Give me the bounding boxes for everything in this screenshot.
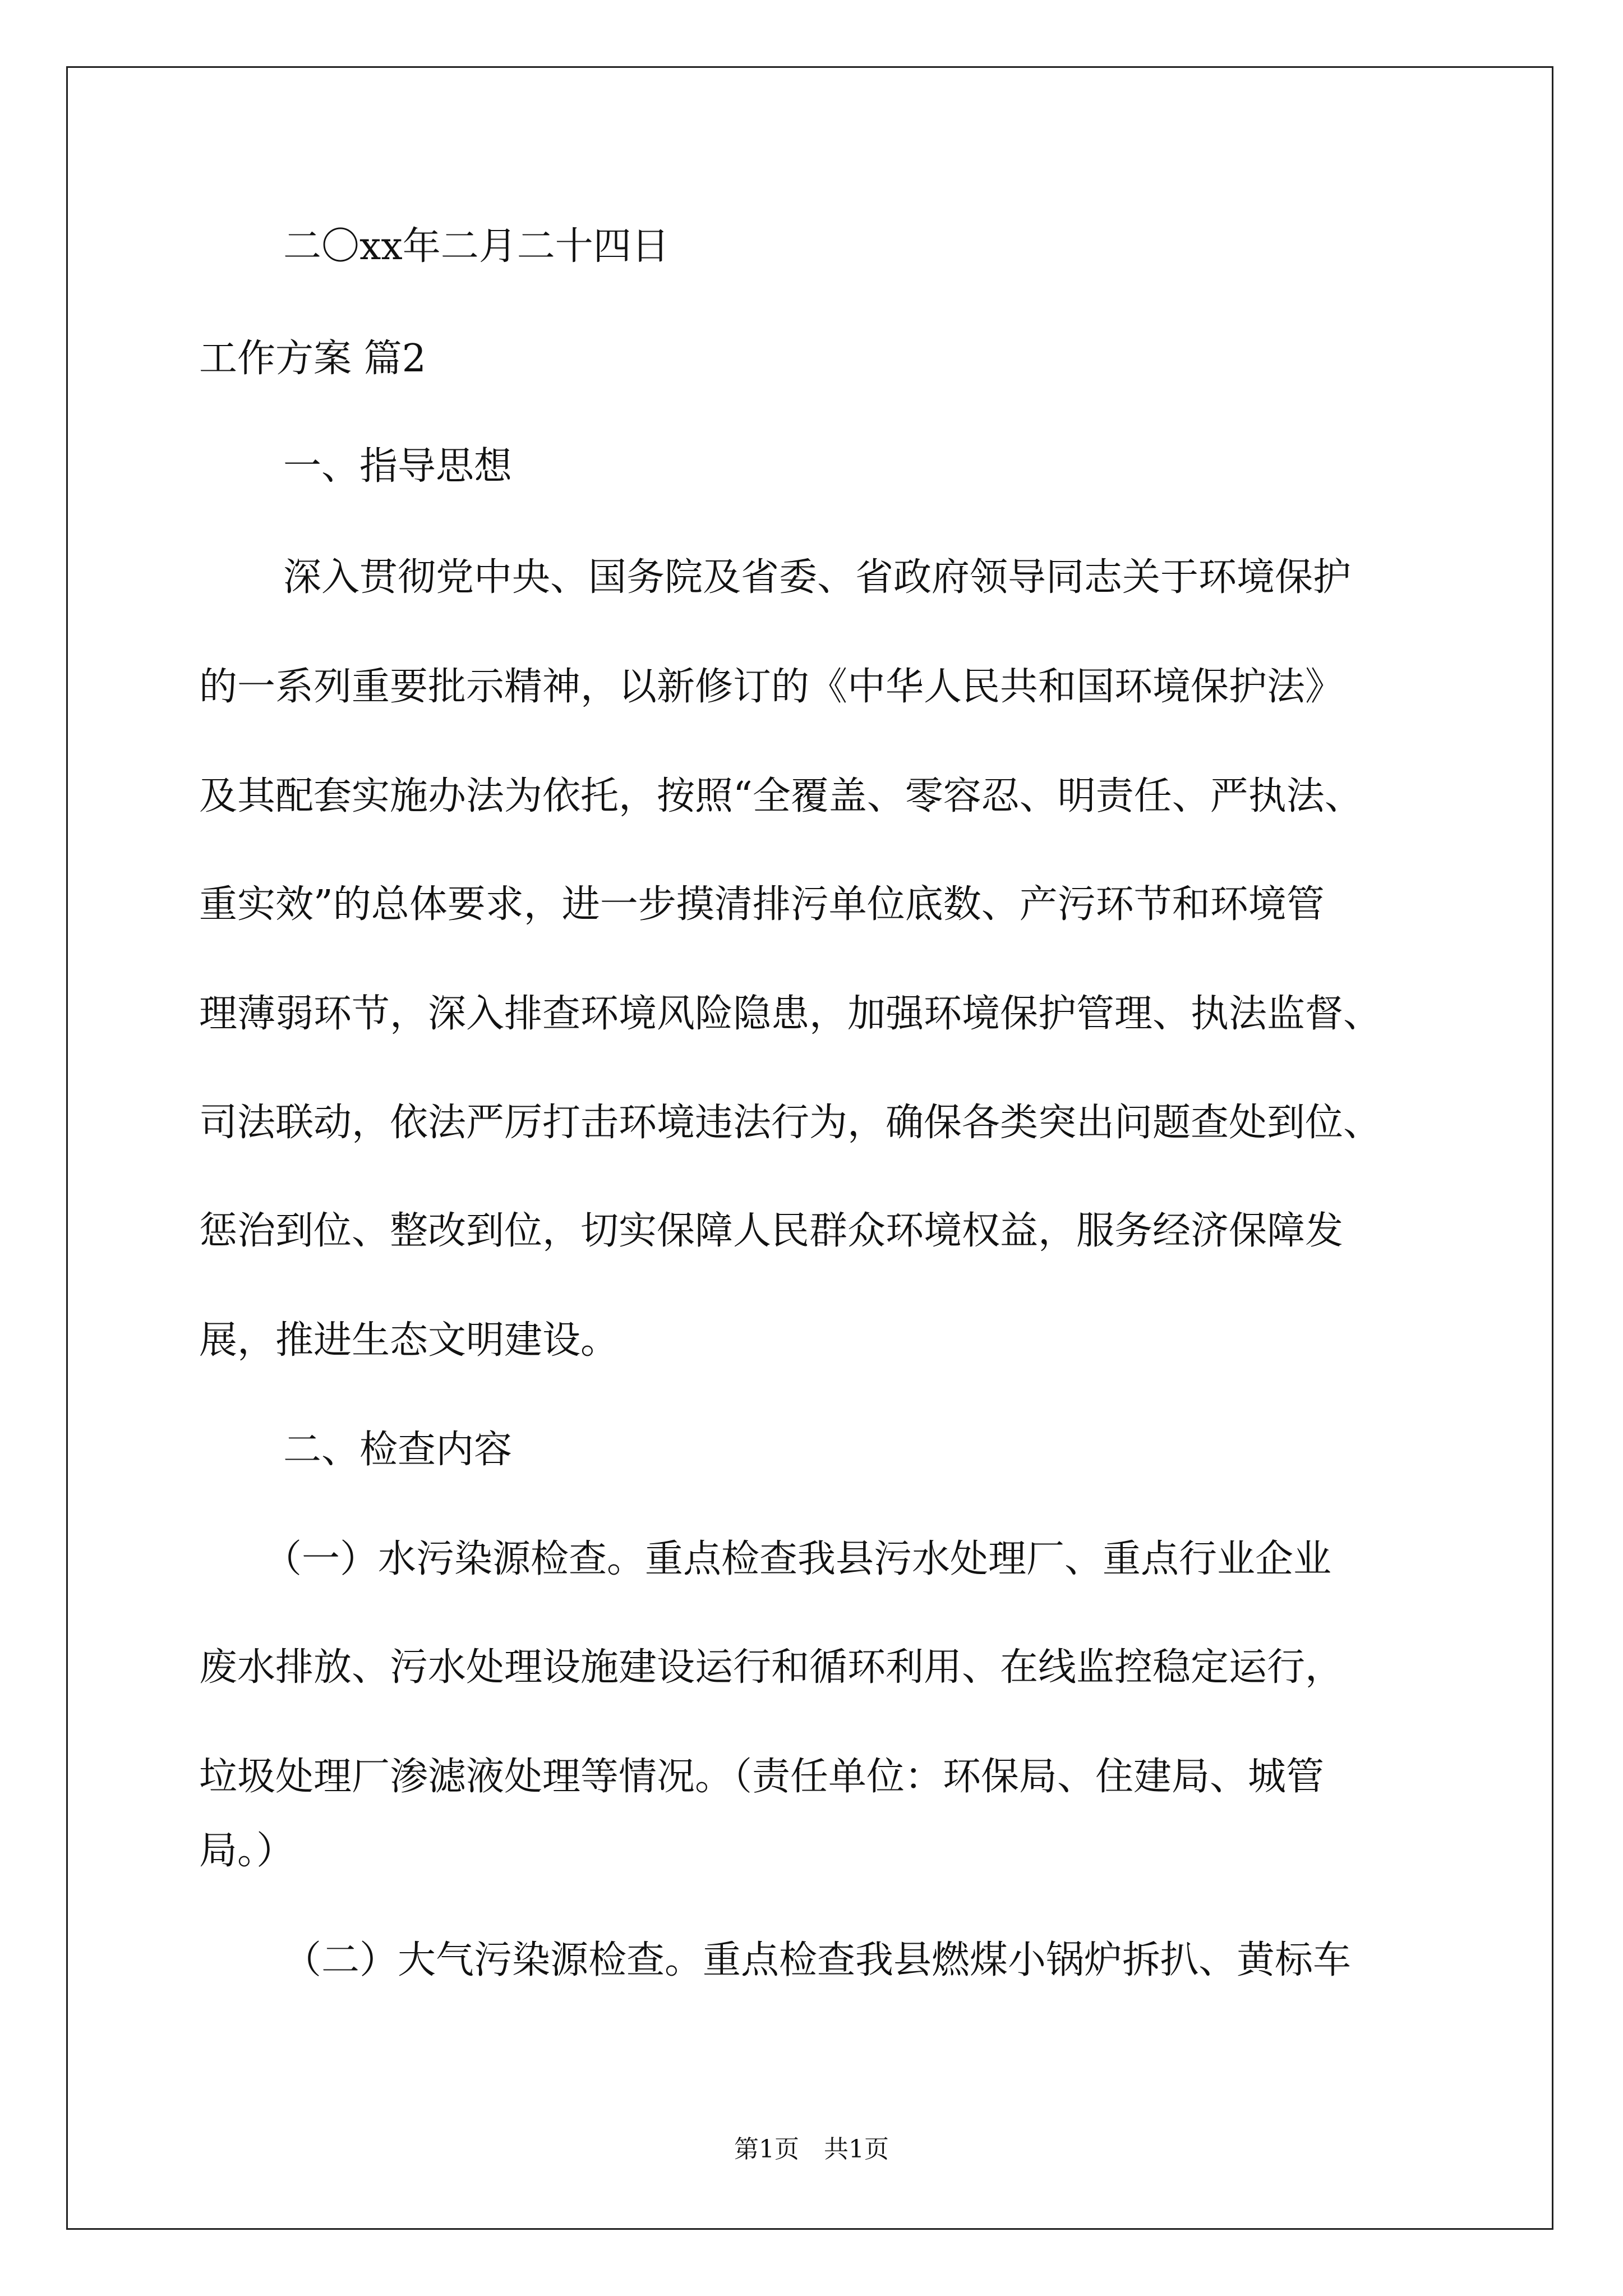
paragraph-line: 重实效”的总体要求，进一步摸清排污单位底数、产污环节和环境管 xyxy=(199,882,1325,927)
page-footer: 第1页 共1页 xyxy=(734,2135,889,2164)
paragraph-line: 垃圾处理厂渗滤液处理等情况。（责任单位：环保局、住建局、城管 xyxy=(199,1755,1325,1799)
paragraph-line: （一）水污染源检查。重点检查我县污水处理厂、重点行业企业 xyxy=(264,1537,1332,1581)
paragraph-line: 理薄弱环节，深入排查环境风险隐患，加强环境保护管理、执法监督、 xyxy=(199,992,1382,1036)
heading-guiding-ideology: 一、指导思想 xyxy=(283,444,513,489)
paragraph-line: （二）大气污染源检查。重点检查我县燃煤小锅炉拆扒、黄标车 xyxy=(283,1938,1352,1982)
paragraph-line: 惩治到位、整改到位，切实保障人民群众环境权益，服务经济保障发 xyxy=(199,1209,1344,1253)
paragraph-line: 深入贯彻党中央、国务院及省委、省政府领导同志关于环境保护 xyxy=(283,555,1352,600)
paragraph-line: 废水排放、污水处理设施建设运行和循环利用、在线监控稳定运行， xyxy=(199,1645,1344,1690)
paragraph-line: 局。） xyxy=(199,1829,295,1873)
date-line: 二〇xx年二月二十四日 xyxy=(283,224,670,269)
section-title: 工作方案 篇2 xyxy=(199,337,426,381)
paragraph-line: 及其配套实施办法为依托，按照“全覆盖、零容忍、明责任、严执法、 xyxy=(199,774,1363,818)
paragraph-line: 的一系列重要批示精神，以新修订的《中华人民共和国环境保护法》 xyxy=(199,665,1344,709)
heading-inspection-content: 二、检查内容 xyxy=(283,1428,513,1472)
paragraph-line: 司法联动，依法严厉打击环境违法行为，确保各类突出问题查处到位、 xyxy=(199,1101,1382,1145)
paragraph-line: 展，推进生态文明建设。 xyxy=(199,1318,619,1363)
